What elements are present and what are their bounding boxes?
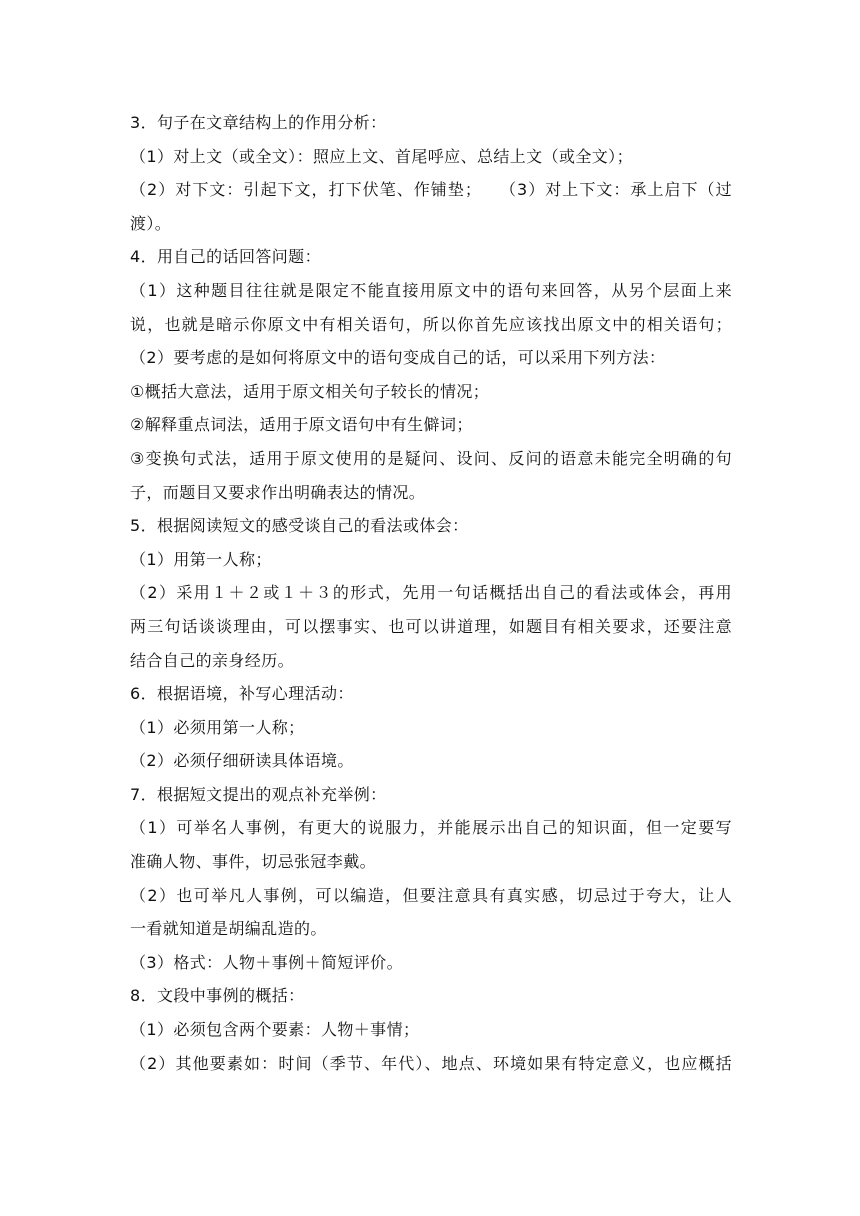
heading-5: 5．根据阅读短文的感受谈自己的看法或体会： [130, 516, 469, 536]
document-body [130, 106, 732, 1080]
text-line: （3）格式：人物＋事例＋简短评价。 [130, 952, 403, 972]
heading-8: 8．文段中事例的概括： [130, 986, 305, 1006]
text-line: 两三句话谈谈理由，可以摆事实、也可以讲道理，如题目有相关要求，还要注意 [130, 616, 732, 636]
text-line: 准确人物、事件，切忌张冠李戴。 [130, 852, 377, 872]
text-line: （1）可举名人事例，有更大的说服力，并能展示出自己的知识面，但一定要写 [130, 818, 732, 838]
text-line: ③变换句式法，适用于原文使用的是疑问、设问、反问的语意未能完全明确的句 [130, 448, 732, 468]
heading-3: 3．句子在文章结构上的作用分析： [130, 113, 387, 132]
text-line: 渡）。 [130, 213, 172, 233]
text-line: （2）采用１＋２或１＋３的形式，先用一句话概括出自己的看法或体会，再用 [130, 583, 732, 603]
text-line: ①概括大意法，适用于原文相关句子较长的情况； [130, 381, 490, 401]
text-line: （1）用第一人称； [130, 549, 272, 569]
text-line: （1）必须用第一人称； [130, 717, 305, 737]
text-line: （2）要考虑的是如何将原文中的语句变成自己的话，可以采用下列方法： [130, 348, 666, 368]
text-line: 子，而题目又要求作出明确表达的情况。 [130, 482, 426, 502]
text-line: （2）其他要素如：时间（季节、年代）、地点、环境如果有特定意义，也应概括 [130, 1053, 732, 1073]
text-line: 一看就知道是胡编乱造的。 [130, 919, 327, 939]
text-line: （2）也可举凡人事例，可以编造，但要注意具有真实感，切忌过于夸大，让人 [130, 885, 732, 905]
text-line: （1）必须包含两个要素：人物＋事情； [130, 1020, 420, 1040]
heading-4: 4．用自己的话回答问题： [130, 247, 321, 267]
text-line: （1）这种题目往往就是限定不能直接用原文中的语句来回答，从另个层面上来 [130, 280, 732, 300]
text-line: 说，也就是暗示你原文中有相关语句，所以你首先应该找出原文中的相关语句； [130, 314, 732, 334]
text-line: （2）必须仔细研读具体语境。 [130, 751, 354, 771]
heading-6: 6．根据语境，补写心理活动： [130, 684, 354, 704]
text-line: 结合自己的亲身经历。 [130, 650, 295, 670]
text-line: ②解释重点词法，适用于原文语句中有生僻词； [130, 415, 473, 435]
heading-7: 7．根据短文提出的观点补充举例： [130, 784, 387, 804]
text-line: （2）对下文：引起下文，打下伏笔、作铺垫； （3）对上下文：承上启下（过 [130, 180, 732, 200]
text-line: （1）对上文（或全文）：照应上文、首尾呼应、总结上文（或全文）； [130, 146, 633, 166]
